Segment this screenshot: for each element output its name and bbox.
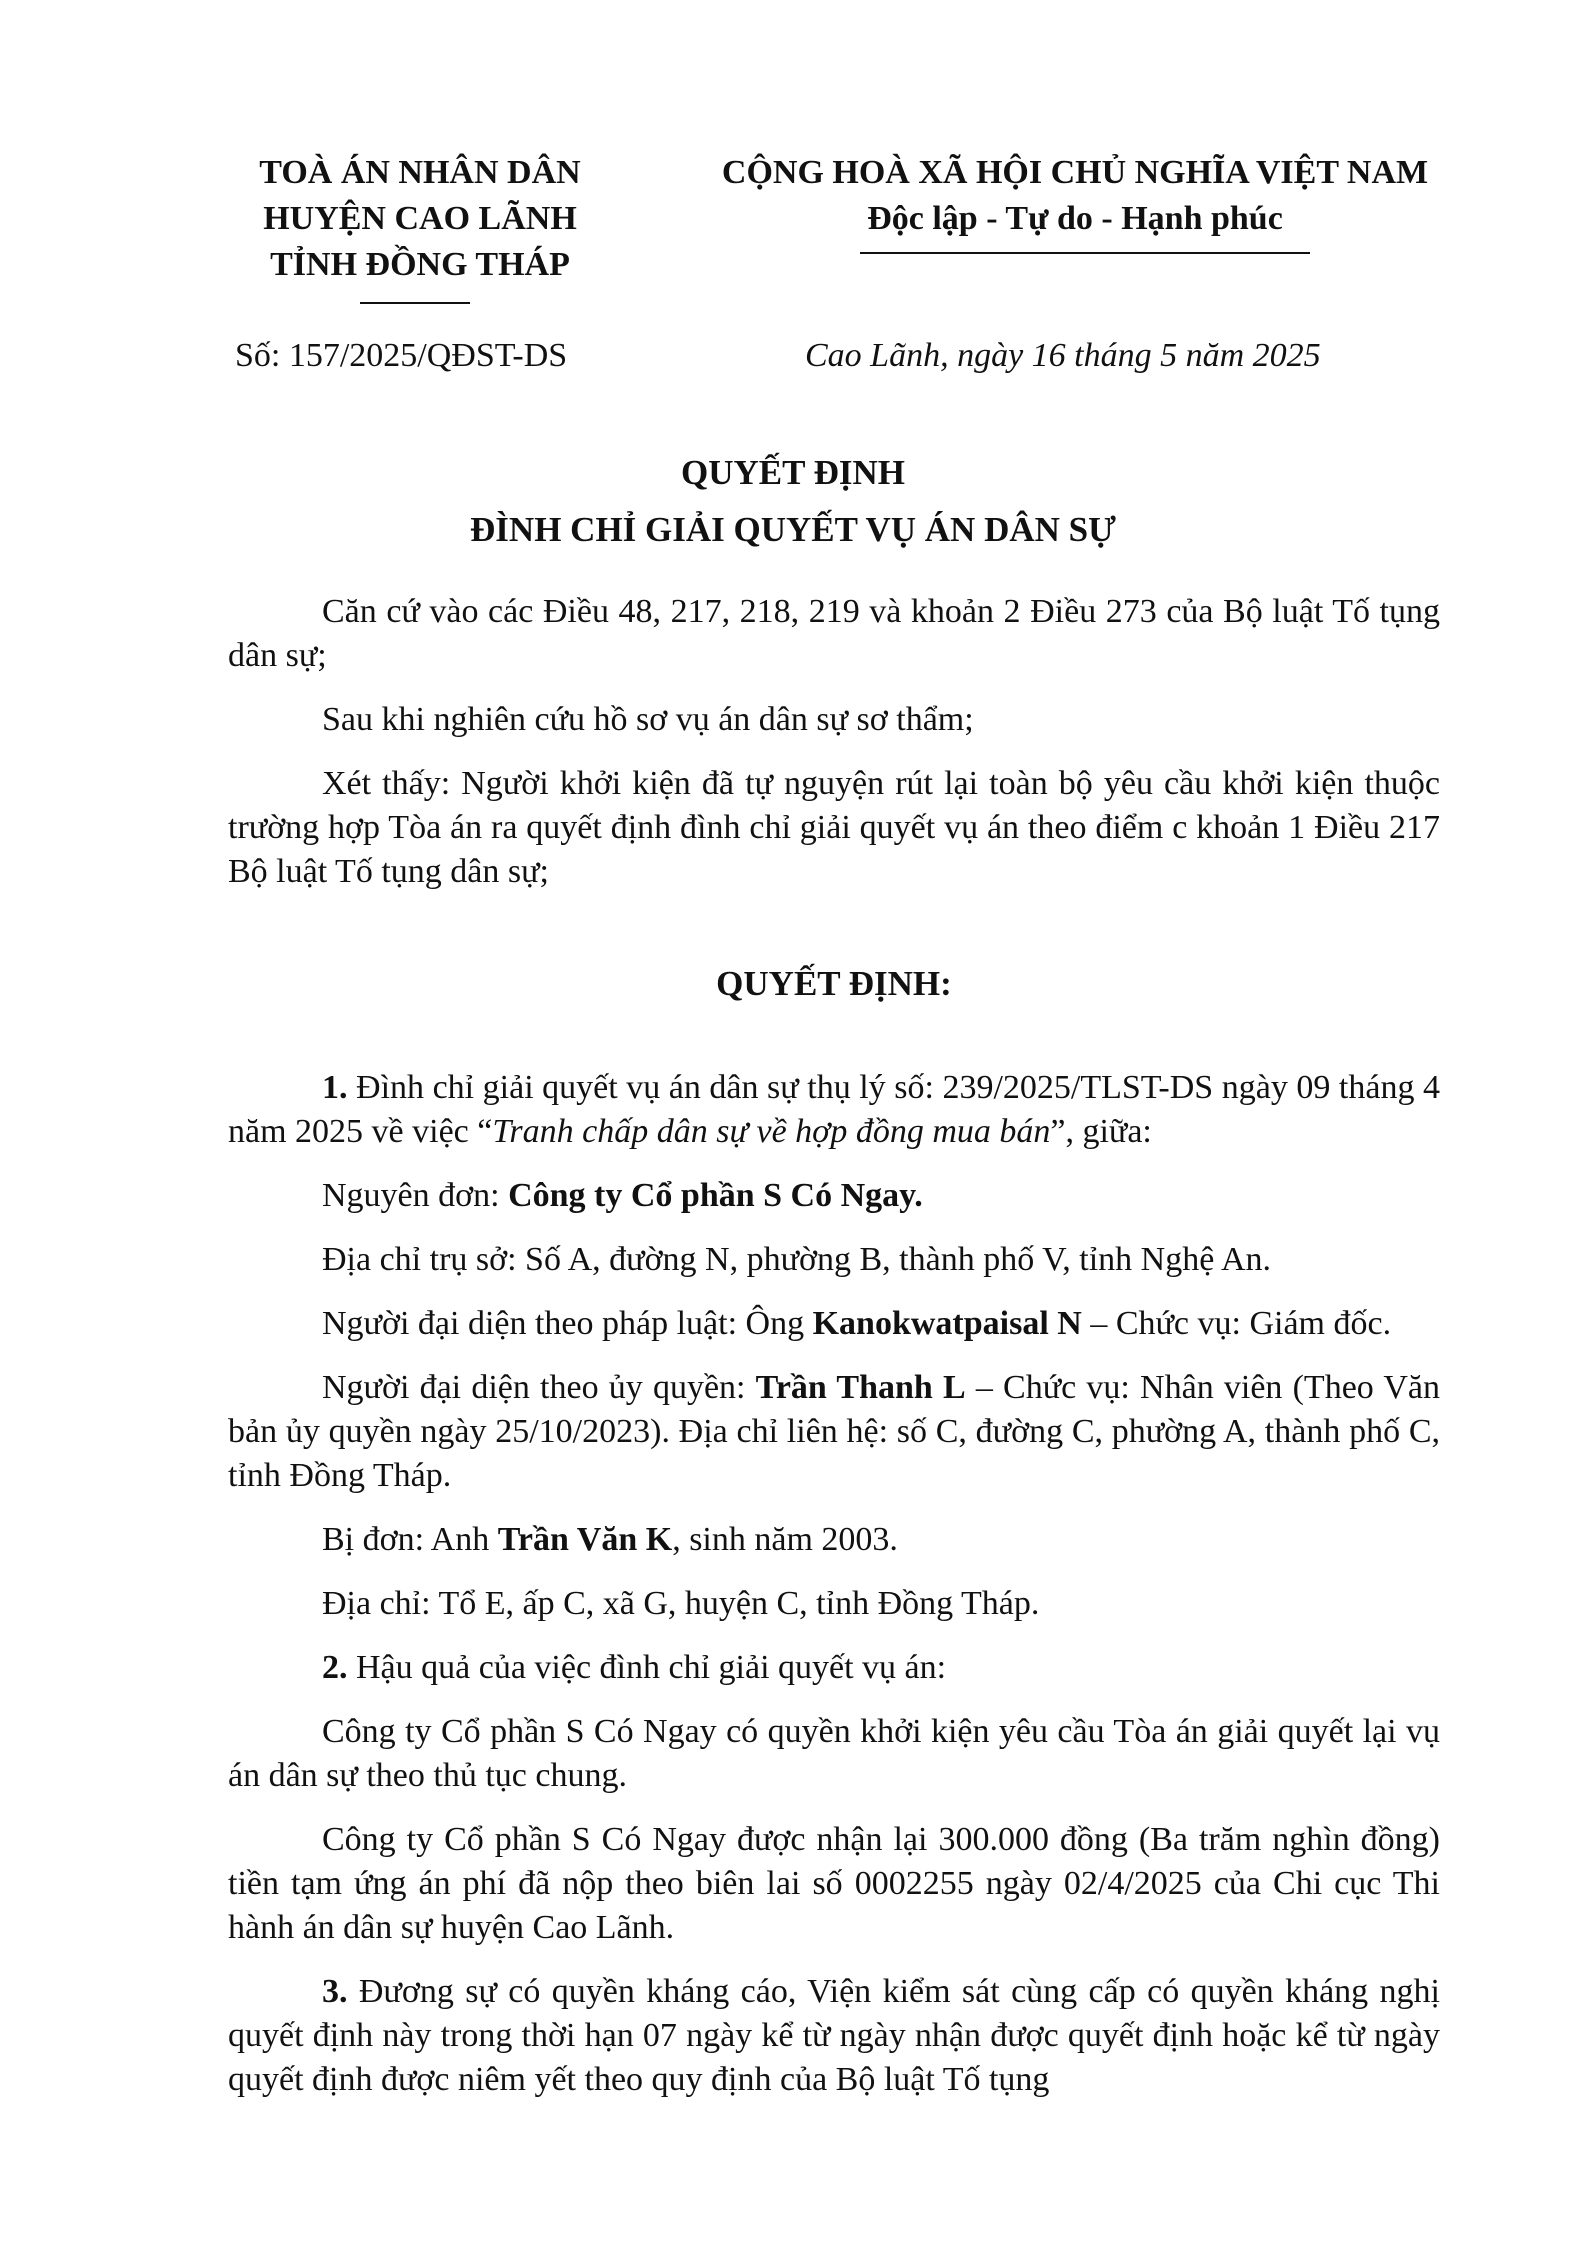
item-2-paragraph — [228, 1646, 1440, 1690]
auth-rep-rest: – Chức vụ: Nhân viên (Theo Văn bản ủy quyền ngày 25/10/2023). Địa chỉ liên hệ: số C, đường C, phường A, thành phố C, tỉnh Đồng Tháp. — [228, 1369, 1440, 1494]
legal-representative-paragraph — [228, 1302, 1440, 1346]
preamble-legal-basis: Căn cứ vào các Điều 48, 217, 218, 219 và khoản 2 Điều 273 của Bộ luật Tố tụng dân sự; — [228, 593, 1440, 674]
item-1-text-b: ”, giữa: — [1050, 1113, 1152, 1150]
document-body — [228, 590, 1440, 2122]
plaintiff-paragraph — [228, 1174, 1440, 1218]
defendant-name: Trần Văn K — [497, 1521, 673, 1558]
item-3-paragraph — [228, 1970, 1440, 2102]
preamble-finding: Xét thấy: Người khởi kiện đã tự nguyện rút lại toàn bộ yêu cầu khởi kiện thuộc trường hợp Tòa án ra quyết định đình chỉ giải quyết vụ án theo điểm c khoản 1 Điều 217 Bộ luật Tố tụng dân sự; — [228, 765, 1440, 890]
nation-name: CỘNG HOÀ XÃ HỘI CHỦ NGHĨA VIỆT NAM — [721, 154, 1429, 191]
legal-rep-name: Kanokwatpaisal N — [812, 1305, 1082, 1342]
item-1-paragraph — [228, 1066, 1440, 1154]
defendant-address: Địa chỉ: Tổ E, ấp C, xã G, huyện C, tỉnh Đồng Tháp. — [322, 1585, 1040, 1622]
plaintiff-address: Địa chỉ trụ sở: Số A, đường N, phường B, thành phố V, tỉnh Nghệ An. — [322, 1241, 1271, 1278]
court-underline — [360, 302, 470, 304]
decision-heading: QUYẾT ĐỊNH: — [716, 964, 952, 1003]
item-2-text: Hậu quả của việc đình chỉ giải quyết vụ án: — [347, 1649, 947, 1686]
item-1-number: 1. — [322, 1069, 348, 1106]
document-subtitle: ĐÌNH CHỈ GIẢI QUYẾT VỤ ÁN DÂN SỰ — [470, 510, 1116, 549]
nation-motto: Độc lập - Tự do - Hạnh phúc — [867, 200, 1283, 237]
defendant-label: Bị đơn: Anh — [322, 1521, 498, 1558]
document-title: QUYẾT ĐỊNH — [681, 453, 905, 492]
court-line-1: TOÀ ÁN NHÂN DÂN — [259, 154, 581, 191]
item-1-text-a: Đình chỉ giải quyết vụ án dân sự thụ lý số: 239/2025/TLST-DS ngày 09 tháng 4 năm 2025 về việc “ — [228, 1069, 1440, 1150]
defendant-rest: , sinh năm 2003. — [672, 1521, 898, 1558]
preamble-review: Sau khi nghiên cứu hồ sơ vụ án dân sự sơ thẩm; — [322, 701, 974, 738]
court-line-3: TỈNH ĐỒNG THÁP — [270, 246, 570, 283]
document-number: Số: 157/2025/QĐST-DS — [235, 337, 568, 374]
plaintiff-name: Công ty Cổ phần S Có Ngay. — [508, 1177, 923, 1214]
place-date: Cao Lãnh, ngày 16 tháng 5 năm 2025 — [805, 337, 1321, 374]
authorized-representative-paragraph — [228, 1366, 1440, 1498]
item-3-number: 3. — [322, 1973, 348, 2010]
plaintiff-label: Nguyên đơn: — [322, 1177, 509, 1214]
legal-rep-role: – Chức vụ: Giám đốc. — [1081, 1305, 1392, 1342]
item-1-case-type: Tranh chấp dân sự về hợp đồng mua bán — [492, 1113, 1051, 1150]
item-2-number: 2. — [322, 1649, 348, 1686]
auth-rep-label: Người đại diện theo ủy quyền: — [322, 1369, 756, 1406]
national-motto-block — [690, 150, 1460, 242]
item-3-text: Đương sự có quyền kháng cáo, Viện kiểm sát cùng cấp có quyền kháng nghị quyết định này trong thời hạn 07 ngày kể từ ngày nhận được quyết định hoặc kể từ ngày quyết định được niêm yết theo quy định của Bộ luật Tố tụng — [228, 1973, 1440, 2098]
legal-rep-label: Người đại diện theo pháp luật: Ông — [322, 1305, 813, 1342]
court-line-2: HUYỆN CAO LÃNH — [263, 200, 577, 237]
item-2-fee-refund: Công ty Cổ phần S Có Ngay được nhận lại 300.000 đồng (Ba trăm nghìn đồng) tiền tạm ứng án phí đã nộp theo biên lai số 0002255 ngày 02/4/2025 của Chi cục Thi hành án dân sự huyện Cao Lãnh. — [228, 1821, 1440, 1946]
auth-rep-name: Trần Thanh L — [755, 1369, 966, 1406]
item-2-right-to-sue: Công ty Cổ phần S Có Ngay có quyền khởi kiện yêu cầu Tòa án giải quyết lại vụ án dân sự theo thủ tục chung. — [228, 1713, 1440, 1794]
defendant-paragraph — [228, 1518, 1440, 1562]
motto-underline — [860, 252, 1310, 254]
court-name-block — [190, 150, 650, 288]
